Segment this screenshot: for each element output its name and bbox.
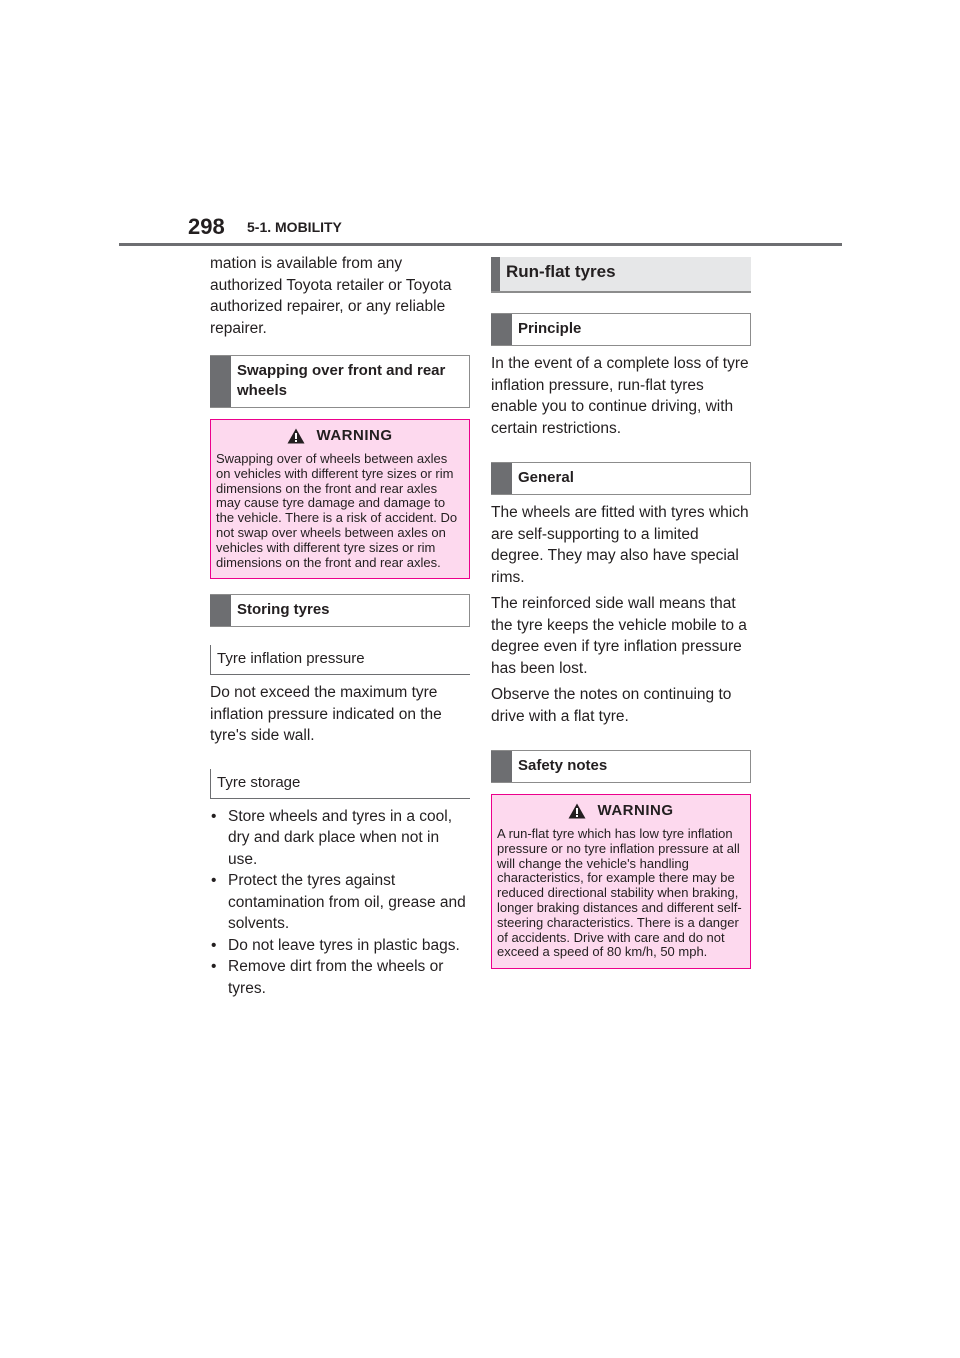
warning-title-label: WARNING bbox=[597, 802, 674, 819]
heading-bar bbox=[210, 595, 231, 626]
storing-tyres-heading bbox=[210, 594, 470, 627]
warning-title bbox=[216, 427, 463, 444]
header-divider bbox=[119, 243, 842, 246]
heading-bar bbox=[491, 314, 512, 345]
right-column bbox=[491, 257, 751, 969]
storage-bullet-list bbox=[210, 806, 470, 1000]
storing-tyres-heading-label: Storing tyres bbox=[237, 601, 330, 619]
heading-bar bbox=[491, 751, 512, 782]
heading-bar bbox=[491, 257, 500, 291]
run-flat-heading bbox=[491, 257, 751, 293]
list-item: • Do not leave tyres in plastic bags. bbox=[211, 936, 460, 954]
warning-text: A run-flat tyre which has low tyre inflation pressure or no tyre inflation pressure at all will change the vehicle's handling characteristics, for example there may be reduced directional stability when braking, longer braking distances and different self-steering characteristics. There is a danger of accidents. Drive with care and do not exceed a speed of 80 km/h, 50 mph. bbox=[497, 826, 742, 960]
safety-notes-heading bbox=[491, 750, 751, 783]
list-item: • Remove dirt from the wheels or tyres. bbox=[211, 958, 444, 997]
heading-bar bbox=[491, 463, 512, 494]
tyre-pressure-paragraph: Do not exceed the maximum tyre inflation pressure indicated on the tyre's side wall. bbox=[210, 684, 442, 745]
list-item: • Protect the tyres against contamination from oil, grease and solvents. bbox=[211, 872, 466, 933]
heading-bar bbox=[210, 356, 231, 407]
left-column bbox=[210, 253, 470, 999]
tyre-storage-subheading: Tyre storage bbox=[210, 769, 470, 799]
swap-wheels-heading bbox=[210, 355, 470, 408]
warning-triangle-icon bbox=[568, 803, 586, 819]
run-flat-heading-label: Run-flat tyres bbox=[506, 262, 616, 281]
tyre-pressure-subheading: Tyre inflation pressure bbox=[210, 645, 470, 675]
general-heading bbox=[491, 462, 751, 495]
general-paragraph-1: The wheels are fitted with tyres which are self-supporting to a limited degree. They may also have special rims. bbox=[491, 504, 749, 586]
warning-title-label: WARNING bbox=[316, 427, 393, 444]
general-paragraph-3: Observe the notes on continuing to drive with a flat tyre. bbox=[491, 686, 732, 725]
principle-heading bbox=[491, 313, 751, 346]
intro-paragraph: mation is available from any authorized Toyota retailer or Toyota authorized repairer, or any reliable repairer. bbox=[210, 255, 452, 337]
list-item: • Store wheels and tyres in a cool, dry and dark place when not in use. bbox=[211, 807, 453, 868]
warning-title bbox=[497, 802, 744, 819]
warning-box-swap bbox=[210, 419, 470, 579]
warning-triangle-icon bbox=[287, 428, 305, 444]
section-title: 5-1. MOBILITY bbox=[247, 219, 342, 235]
warning-text: Swapping over of wheels between axles on vehicles with different tyre sizes or rim dimensions on the front and rear axles may cause tyre damage and damage to the vehicle. There is a risk of accident. Do not swap over wheels between axles on vehicles with different tyre sizes or rim dimensions on the front and rear axles. bbox=[216, 451, 458, 570]
warning-box-run-flat bbox=[491, 794, 751, 969]
principle-heading-label: Principle bbox=[518, 320, 582, 337]
principle-paragraph: In the event of a complete loss of tyre inflation pressure, run-flat tyres enable you to continue driving, with certain restrictions. bbox=[491, 355, 749, 437]
general-paragraph-2: The reinforced side wall means that the tyre keeps the vehicle mobile to a degree even if tyre inflation pressure has been lost. bbox=[491, 595, 747, 677]
general-heading-label: General bbox=[518, 469, 574, 486]
swap-wheels-heading-label: Swapping over front and rear wheels bbox=[237, 362, 446, 399]
safety-notes-heading-label: Safety notes bbox=[518, 757, 608, 774]
page-number: 298 bbox=[188, 214, 225, 239]
